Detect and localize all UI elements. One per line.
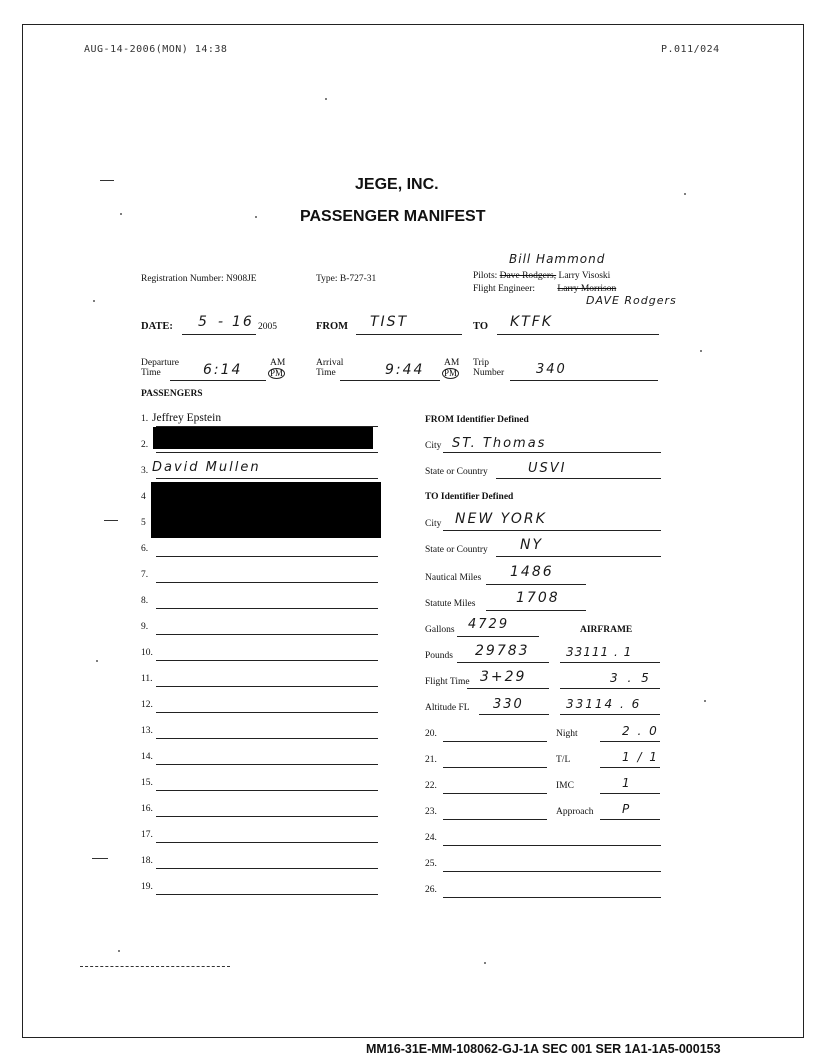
from-state-value: USVI [528, 461, 567, 476]
scan-speck [700, 350, 702, 352]
pilots-label: Pilots: [473, 271, 498, 281]
flight-engineer-label: Flight Engineer: [473, 284, 536, 294]
extra-row-value: 1 [622, 776, 632, 790]
to-identifier-heading: TO Identifier Defined [425, 492, 514, 502]
scan-speck [684, 193, 686, 195]
extra-row-number: 25. [425, 859, 437, 869]
passenger-number: 10. [141, 648, 153, 658]
registration-label: Registration Number: [141, 274, 224, 284]
fax-header-datetime: AUG-14-2006(MON) 14:38 [84, 44, 228, 55]
to-city-label: City [425, 519, 442, 529]
nautical-miles-underline [486, 584, 586, 585]
extra-row-underline [443, 819, 547, 820]
statute-miles-value: 1708 [516, 590, 560, 606]
gallons-value: 4729 [468, 617, 510, 632]
company-name: JEGE, INC. [355, 176, 439, 193]
to-state-label: State or Country [425, 545, 488, 555]
passenger-number: 4 [141, 492, 146, 502]
registration-field [141, 274, 257, 284]
scan-speck [484, 962, 486, 964]
arrival-time: 9:44 [385, 362, 425, 378]
gallons-label: Gallons [425, 625, 455, 635]
departure-label-line1: Departure [141, 358, 179, 368]
scan-speck [118, 950, 120, 952]
passenger-name: Jeffrey Epstein [152, 412, 222, 424]
extra-row-value-underline [600, 819, 660, 820]
to-label: TO [473, 321, 488, 332]
to-state-value: NY [520, 537, 544, 553]
pilots-struck-name: Dave Rodgers, [499, 271, 557, 281]
passenger-name-underline [156, 712, 378, 713]
extra-row-value: P [622, 802, 632, 816]
passenger-name-underline [156, 478, 378, 479]
altitude-label: Altitude FL [425, 703, 470, 713]
from-state-underline [496, 478, 661, 479]
extra-row-underline [443, 871, 661, 872]
extra-row-underline [443, 741, 547, 742]
scan-mark-left [100, 180, 114, 181]
extra-row-number: 22. [425, 781, 437, 791]
passenger-number: 17. [141, 830, 153, 840]
date-label: DATE: [141, 321, 173, 332]
passenger-name-underline [156, 556, 378, 557]
type-value: B-727-31 [339, 274, 377, 284]
passenger-name-underline [156, 660, 378, 661]
extra-row-underline [443, 897, 661, 898]
arrival-am: AM [444, 358, 460, 368]
scan-speck [96, 660, 98, 662]
extra-row-value-underline [600, 741, 660, 742]
trip-label-line1: Trip [473, 358, 490, 368]
flight-time-underline [467, 688, 549, 689]
to-state-underline [496, 556, 661, 557]
flight-engineer-struck-name: Larry Morrison [557, 284, 617, 294]
scan-speck [255, 216, 257, 218]
to-underline [497, 334, 659, 335]
type-label: Type: [316, 274, 338, 284]
extra-row-label: T/L [556, 755, 571, 765]
from-label: FROM [316, 321, 349, 332]
passenger-name-underline [156, 452, 378, 453]
passenger-name-underline [156, 894, 378, 895]
extra-row-label: IMC [556, 781, 574, 791]
extra-row-value: 2 . 0 [622, 724, 659, 738]
type-field [316, 274, 376, 284]
passenger-number: 7. [141, 570, 149, 580]
scan-speck [120, 213, 122, 215]
passenger-name: David Mullen [152, 460, 261, 475]
flight-time-airframe-underline [560, 688, 660, 689]
passenger-name-underline [156, 842, 378, 843]
passenger-number: 2. [141, 440, 149, 450]
passenger-name-underline [156, 634, 378, 635]
passenger-number: 5 [141, 518, 146, 528]
passenger-number: 18. [141, 856, 153, 866]
from-city-label: City [425, 441, 442, 451]
extra-row-value-underline [600, 793, 660, 794]
passenger-name-underline [156, 790, 378, 791]
departure-label [141, 358, 179, 378]
extra-row-value: 1 / 1 [622, 750, 659, 764]
departure-underline [170, 380, 266, 381]
passenger-number: 12. [141, 700, 153, 710]
passenger-number: 11. [141, 674, 153, 684]
extra-row-value-underline [600, 767, 660, 768]
passenger-number: 19. [141, 882, 153, 892]
scan-speck [325, 98, 327, 100]
flight-engineer-handwritten: DAVE Rodgers [586, 294, 677, 307]
arrival-label-line2: Time [316, 368, 336, 378]
extra-row-underline [443, 845, 661, 846]
extra-row-label: Night [556, 729, 578, 739]
pounds-airframe-underline [560, 662, 660, 663]
pounds-value: 29783 [475, 643, 530, 659]
passenger-number: 9. [141, 622, 149, 632]
pounds-label: Pounds [425, 651, 453, 661]
redaction-block-2 [151, 482, 381, 538]
nautical-miles-value: 1486 [510, 564, 554, 580]
passenger-number: 15. [141, 778, 153, 788]
from-city-value: ST. Thomas [452, 436, 547, 451]
altitude-airframe-underline [560, 714, 660, 715]
passenger-number: 6. [141, 544, 149, 554]
arrival-pm-circled [442, 368, 459, 379]
flight-time-value: 3+29 [480, 669, 527, 685]
passenger-number: 3. [141, 466, 149, 476]
to-city-value: NEW YORK [455, 511, 547, 527]
extra-row-number: 23. [425, 807, 437, 817]
date-underline [182, 334, 256, 335]
departure-pm-circled [268, 368, 285, 379]
date-day: 16 [232, 314, 254, 330]
statute-miles-underline [486, 610, 586, 611]
nautical-miles-label: Nautical Miles [425, 573, 482, 583]
pilots-other-name: Larry Visoski [558, 271, 611, 281]
passenger-name-underline [156, 868, 378, 869]
airframe-heading: AIRFRAME [580, 625, 633, 635]
passenger-name-underline [156, 764, 378, 765]
extra-row-number: 21. [425, 755, 437, 765]
flight-time-label: Flight Time [425, 677, 470, 687]
bates-number: MM16-31E-MM-108062-GJ-1A SEC 001 SER 1A1-1A5-000153 [366, 1042, 721, 1056]
from-value: TIST [370, 314, 409, 330]
scan-speck [93, 300, 95, 302]
extra-row-underline [443, 793, 547, 794]
scan-mark-left-3 [92, 858, 108, 859]
departure-pm: PM [270, 368, 284, 378]
departure-label-line2: Time [141, 368, 161, 378]
arrival-label [316, 358, 343, 378]
departure-time: 6:14 [203, 362, 243, 378]
arrival-underline [340, 380, 440, 381]
passenger-name-underline [156, 816, 378, 817]
altitude-underline [479, 714, 549, 715]
passenger-name-underline [156, 582, 378, 583]
flight-time-airframe-value: 3 . 5 [610, 671, 652, 685]
trip-number: 340 [536, 362, 567, 377]
redaction-block-1 [153, 427, 373, 449]
pounds-airframe-value: 33111 . 1 [566, 645, 633, 659]
extra-row-number: 26. [425, 885, 437, 895]
altitude-value: 330 [493, 697, 524, 712]
date-year: 2005 [258, 322, 277, 332]
extra-row-number: 20. [425, 729, 437, 739]
pilots-field [473, 271, 610, 281]
arrival-pm: PM [444, 368, 458, 378]
date-month: 5 [198, 314, 209, 330]
to-value: KTFK [510, 314, 553, 330]
statute-miles-label: Statute Miles [425, 599, 476, 609]
fax-header-page: P.011/024 [661, 44, 720, 55]
passenger-name-underline [156, 738, 378, 739]
scan-mark-left-2 [104, 520, 118, 521]
trip-label [473, 358, 504, 378]
departure-am: AM [270, 358, 286, 368]
scan-speck [704, 700, 706, 702]
gallons-underline [457, 636, 539, 637]
registration-value: N908JE [225, 274, 257, 284]
extra-row-number: 24. [425, 833, 437, 843]
arrival-label-line1: Arrival [316, 358, 344, 368]
form-title: PASSENGER MANIFEST [300, 208, 486, 225]
to-city-underline [443, 530, 661, 531]
date-separator: - [218, 314, 226, 330]
flight-engineer-field [473, 284, 616, 294]
from-identifier-heading: FROM Identifier Defined [425, 415, 529, 425]
extra-row-underline [443, 767, 547, 768]
pilot-handwritten-name: Bill Hammond [509, 252, 606, 266]
scan-line-bottom [80, 966, 230, 967]
from-state-label: State or Country [425, 467, 488, 477]
passenger-number: 1. [141, 414, 149, 424]
altitude-airframe-value: 33114 . 6 [566, 697, 642, 711]
trip-label-line2: Number [473, 368, 505, 378]
from-underline [356, 334, 462, 335]
trip-underline [510, 380, 658, 381]
passenger-number: 13. [141, 726, 153, 736]
passenger-number: 16. [141, 804, 153, 814]
passenger-number: 14. [141, 752, 153, 762]
passenger-name-underline [156, 686, 378, 687]
passenger-number: 8. [141, 596, 149, 606]
passengers-heading: PASSENGERS [141, 389, 203, 399]
pounds-underline [457, 662, 549, 663]
extra-row-label: Approach [556, 807, 594, 817]
from-city-underline [443, 452, 661, 453]
passenger-name-underline [156, 608, 378, 609]
